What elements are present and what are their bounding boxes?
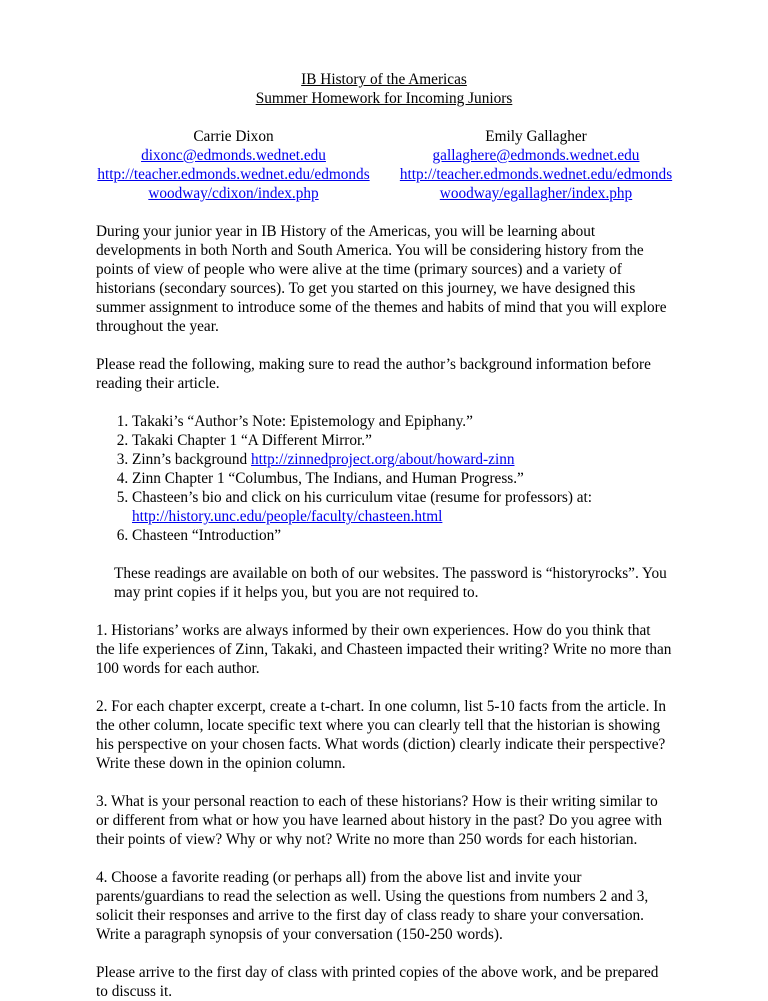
question-1: 1. Historians’ works are always informed by their own experiences. How do you think that the life experiences of Zinn, Takaki, and Chasteen impacted their writing? Write no more than 100 words for each author. xyxy=(96,622,672,677)
reading-text: Zinn Chapter 1 “Columbus, The Indians, and Human Progress.” xyxy=(132,470,524,487)
availability-note: These readings are available on both of our websites. The password is “historyrocks”. You may print copies if it helps you, but you are not required to. xyxy=(114,565,667,601)
author-dixon xyxy=(96,127,371,203)
title-block xyxy=(96,70,672,108)
reading-list xyxy=(96,412,672,545)
author-email-link[interactable]: gallaghere@edmonds.wednet.edu xyxy=(432,147,640,164)
list-item xyxy=(132,488,672,526)
question-4: 4. Choose a favorite reading (or perhaps all) from the above list and invite your parents/guardians to read the selection as well. Using the questions from numbers 2 and 3, solicit their responses and arrive to the first day of class ready to share your conversation. Write a paragraph synopsis of your conversation (150-250 words). xyxy=(96,869,649,943)
list-item xyxy=(132,469,672,488)
document-page xyxy=(96,70,672,1001)
reading-instructions: Please read the following, making sure to read the author’s background information before reading their article. xyxy=(96,356,651,392)
author-website-link-cont[interactable]: woodway/egallagher/index.php xyxy=(439,185,633,202)
question-3: 3. What is your personal reaction to each of these historians? How is their writing similar to or different from what or how you have learned about history in the past? Do you agree with their points of view? Why or why not? Write no more than 250 words for each historian. xyxy=(96,793,662,848)
author-name: Emily Gallagher xyxy=(485,128,587,145)
document-title: IB History of the Americas xyxy=(301,71,467,88)
zinn-link[interactable]: http://zinnedproject.org/about/howard-zinn xyxy=(250,451,515,468)
intro-paragraph: During your junior year in IB History of the Americas, you will be learning about developments in both North and South America. You will be considering history from the points of view of people who were alive at the time (primary sources) and a variety of historians (secondary sources). To get you started on this journey, we have designed this summer assignment to introduce some of the themes and habits of mind that you will explore throughout the year. xyxy=(96,223,667,335)
reading-text: Zinn’s background xyxy=(132,451,251,468)
author-name: Carrie Dixon xyxy=(193,128,274,145)
list-item xyxy=(132,526,672,545)
chasteen-link[interactable]: http://history.unc.edu/people/faculty/chasteen.html xyxy=(132,508,443,525)
reading-text: Takaki’s “Author’s Note: Epistemology and Epiphany.” xyxy=(132,413,473,430)
reading-text: Chasteen’s bio and click on his curriculum vitae (resume for professors) at: xyxy=(132,489,593,506)
list-item xyxy=(132,450,672,469)
author-website-link[interactable]: http://teacher.edmonds.wednet.edu/edmonds xyxy=(97,166,370,183)
author-website-link[interactable]: http://teacher.edmonds.wednet.edu/edmonds xyxy=(399,166,673,183)
document-subtitle: Summer Homework for Incoming Juniors xyxy=(255,90,513,107)
author-website-link-cont[interactable]: woodway/cdixon/index.php xyxy=(148,185,319,202)
authors xyxy=(96,127,672,203)
list-item xyxy=(132,412,672,431)
question-2: 2. For each chapter excerpt, create a t-chart. In one column, list 5-10 facts from the article. In the other column, locate specific text where you can clearly tell that the historian is showing his perspective on your chosen facts. What words (diction) clearly indicate their perspective? Write these down in the opinion column. xyxy=(96,698,666,772)
closing-paragraph: Please arrive to the first day of class with printed copies of the above work, and be prepared to discuss it. xyxy=(96,964,659,1000)
list-item xyxy=(132,431,672,450)
reading-text: Chasteen “Introduction” xyxy=(132,527,282,544)
author-gallagher xyxy=(396,127,676,203)
author-email-link[interactable]: dixonc@edmonds.wednet.edu xyxy=(141,147,326,164)
reading-text: Takaki Chapter 1 “A Different Mirror.” xyxy=(132,432,372,449)
